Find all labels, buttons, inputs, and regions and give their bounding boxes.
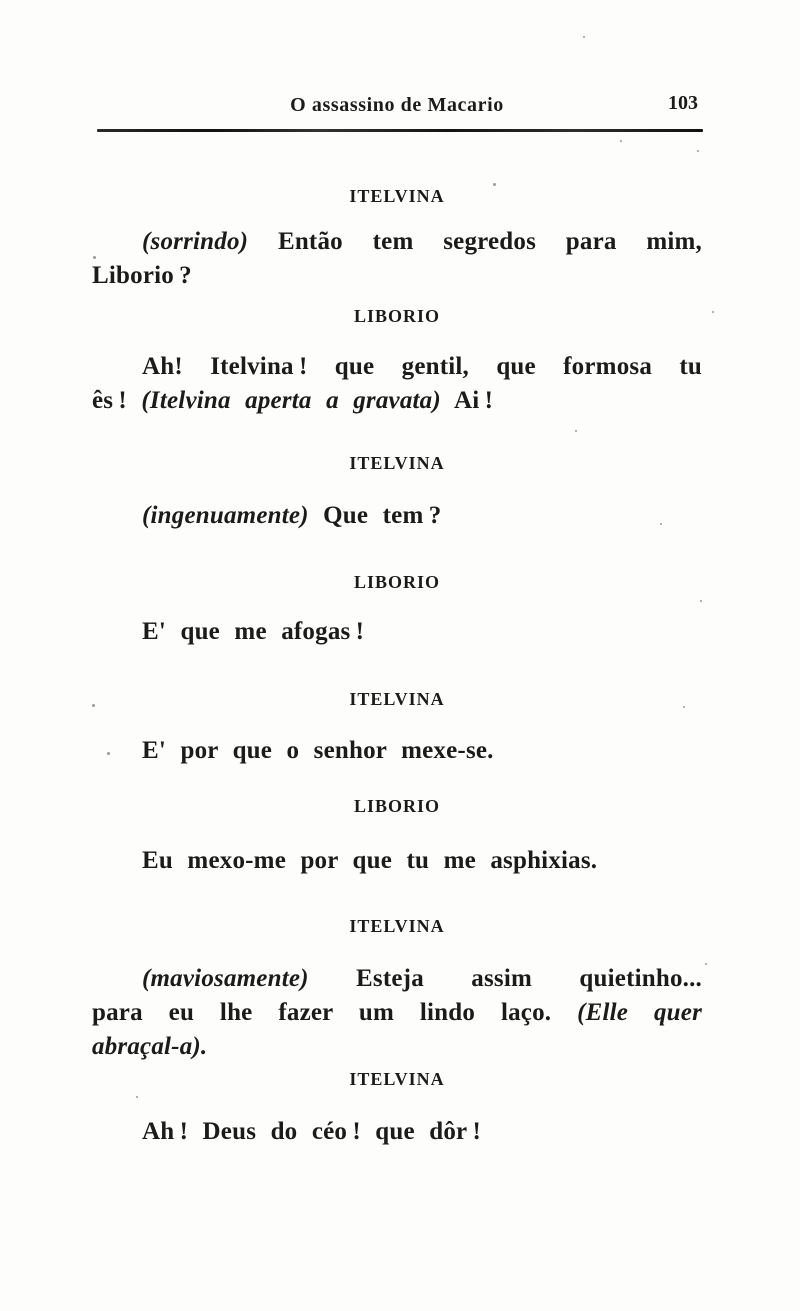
- running-title: O assassino de Macario: [290, 94, 504, 116]
- scan-speck: [575, 430, 577, 432]
- speaker-heading: LIBORIO: [353, 796, 441, 816]
- speech-line: [92, 734, 702, 768]
- scan-speck: [683, 706, 685, 708]
- speech-line: [92, 962, 702, 996]
- stage-direction: (maviosamente): [142, 965, 309, 992]
- speech-line: [92, 1115, 702, 1149]
- scan-speck: [705, 963, 707, 965]
- speech-paragraph: [92, 615, 702, 649]
- scan-speck: [583, 36, 585, 38]
- scan-speck: [136, 1096, 138, 1098]
- speech-line: [92, 384, 702, 418]
- speaker-heading: ITELVINA: [349, 453, 445, 473]
- speech-text: Eu mexo-me por que tu me asphixias.: [142, 847, 598, 874]
- speech-paragraph: [92, 225, 702, 293]
- scan-speck: [712, 311, 714, 313]
- speech-paragraph: [92, 844, 702, 878]
- page-number: 103: [668, 92, 698, 114]
- speaker-heading: LIBORIO: [353, 306, 441, 326]
- speech-text: Que tem ?: [308, 502, 442, 529]
- scan-speck: [660, 523, 662, 525]
- speech-text: Então tem segredos para mim,: [248, 228, 702, 255]
- speech-paragraph: [92, 499, 702, 533]
- scan-speck: [697, 150, 699, 152]
- speech-paragraph: [92, 1115, 702, 1149]
- speech-text: Esteja assim quietinho...: [308, 965, 702, 992]
- speech-line: [92, 350, 702, 384]
- speech-text: E' por que o senhor mexe-se.: [142, 737, 494, 764]
- header-rule: [97, 129, 703, 132]
- scan-speck: [107, 752, 110, 755]
- speech-paragraph: [92, 734, 702, 768]
- speech-line: [92, 259, 702, 293]
- speaker-heading: ITELVINA: [349, 689, 445, 709]
- speech-text: para eu lhe fazer um lindo laço.: [92, 999, 578, 1026]
- scan-speck: [700, 600, 702, 602]
- scan-speck: [620, 140, 622, 142]
- speaker-heading: ITELVINA: [349, 1069, 445, 1089]
- speech-line: [92, 615, 702, 649]
- speech-text: E' que me afogas !: [142, 618, 365, 645]
- speech-paragraph: [92, 962, 702, 1064]
- speech-line: [92, 499, 702, 533]
- speech-text: ês !: [92, 387, 142, 414]
- speaker-heading: LIBORIO: [353, 572, 441, 592]
- speech-text: Ah! Itelvina ! que gentil, que formosa tu: [142, 353, 702, 380]
- speech-line: [92, 844, 702, 878]
- speech-text: Liborio ?: [92, 262, 192, 289]
- speaker-heading: ITELVINA: [349, 186, 445, 206]
- scan-speck: [493, 183, 496, 186]
- scan-speck: [92, 704, 95, 707]
- speech-line: [92, 1030, 702, 1064]
- stage-direction: (Itelvina aperta a gravata): [141, 387, 441, 414]
- speech-line: [92, 996, 702, 1030]
- speaker-heading: ITELVINA: [349, 916, 445, 936]
- scan-speck: [93, 256, 96, 259]
- speech-line: [92, 225, 702, 259]
- speech-text: Ai !: [440, 387, 494, 414]
- stage-direction: (sorrindo): [142, 228, 249, 255]
- stage-direction: (ingenuamente): [142, 502, 309, 529]
- stage-direction: (Elle quer: [577, 999, 702, 1026]
- stage-direction: abraçal-a).: [92, 1033, 208, 1060]
- speech-paragraph: [92, 350, 702, 418]
- speech-text: Ah ! Deus do céo ! que dôr !: [142, 1118, 482, 1145]
